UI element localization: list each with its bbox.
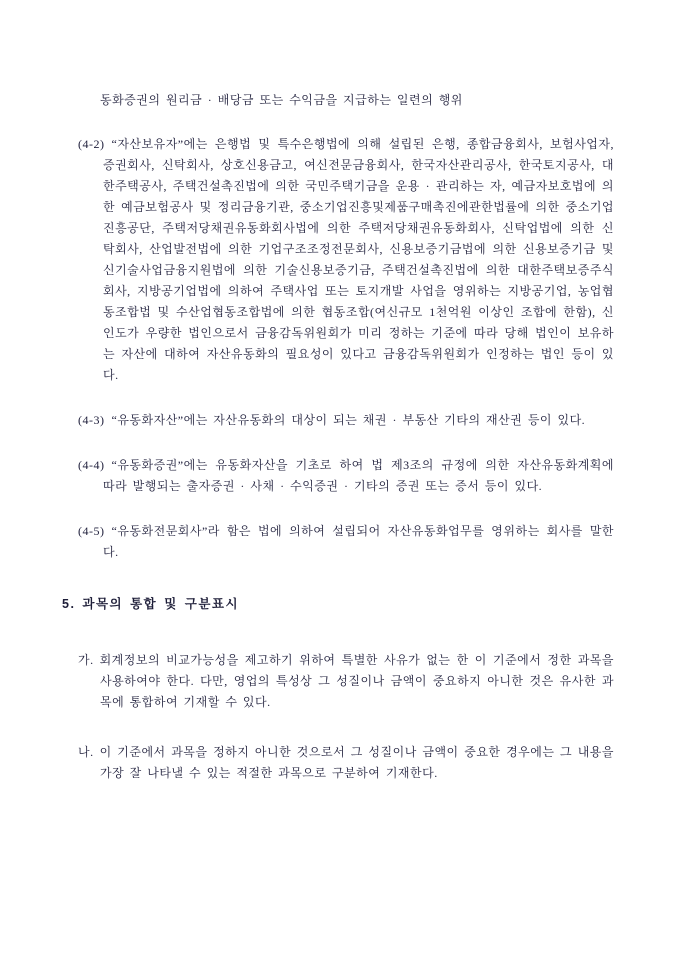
section-heading: 5. 과목의 통합 및 구분표시 [62,597,240,611]
clause-4-5-text: “유동화전문회사”라 함은 법에 의하여 설립되어 자산유동화업무를 영위하는 회사를 말한다. [103,524,614,559]
subclause-na-text: 이 기준에서 과목을 정하지 아니한 것으로서 그 성질이나 금액이 중요한 경우에는 그 내용을 가장 잘 나타낼 수 있는 적절한 과목으로 구분하여 기재한다. [99,745,614,780]
clause-4-2-text: “자산보유자”에는 은행법 및 특수은행법에 의해 설립된 은행, 종합금융회사, 보험사업자, 증권회사, 신탁회사, 상호신용금고, 여신전문금융회사, 한국자산관리공사, 한국토지공사, 대한주택공사, 주택건설촉진법에 의한 국민주택기금을 운용 · 관리하는 자, 예금자보호법에 의한 예금보험공사 및 정리금융기관, 중소기업진흥및제품구매촉진에관한법률에 의한 중소기업진흥공단, 주택저당채권유동화회사법에 의한 주택저당채권유동화회사, 신탁업법에 의한 신탁회사, 산업발전법에 의한 기업구조조정전문회사, 신용보증기금법에 의한 신용보증기금 및 신기술사업금융지원법에 의한 기술신용보증기금, 주택건설촉진법에 의한 대한주택보증주식회사, 지방공기업법에 의하여 주택사업 또는 토지개발 사업을 영위하는 지방공기업, 농업협동조합법 및 수산업협동조합법에 의한 협동조합(여신규모 1천억원 이상인 조합에 한함), 신인도가 우량한 법인으로서 금융감독위원회가 미리 정하는 기준에 따라 당해 법인이 보유하는 자산에 대하여 자산유동화의 필요성이 있다고 금융감독위원회가 인정하는 법인 등이 있다. [103,137,614,382]
subclause-ga [62,650,614,713]
subclause-na [62,742,614,784]
clause-4-5 [62,521,614,563]
clause-4-2 [62,134,614,386]
clause-4-5-label: (4-5) [78,524,105,538]
clause-4-3-text: “유동화자산”에는 자산유동화의 대상이 되는 채권 · 부동산 기타의 재산권 등이 있다. [111,413,586,427]
clause-4-2-label: (4-2) [78,137,105,151]
clause-4-3 [62,410,614,431]
subclause-ga-text: 회계정보의 비교가능성을 제고하기 위하여 특별한 사유가 없는 한 이 기준에서 정한 과목을 사용하여야 한다. 다만, 영업의 특성상 그 성질이나 금액이 중요하지 아니한 것은 유사한 과목에 통합하여 기재할 수 있다. [99,653,614,709]
clause-4-4-text: “유동화증권”에는 유동화자산을 기초로 하여 법 제3조의 규정에 의한 자산유동화계획에 따라 발행되는 출자증권 · 사채 · 수익증권 · 기타의 증권 또는 증서 등이 있다. [103,458,614,493]
subclause-ga-label: 가. [78,653,94,667]
subclause-na-label: 나. [78,745,94,759]
clause-4-4-label: (4-4) [78,458,105,472]
continuation-line: 동화증권의 원리금 · 배당금 또는 수익금을 지급하는 일련의 행위 [100,93,463,107]
clause-4-3-label: (4-3) [78,413,105,427]
clause-4-4 [62,455,614,497]
